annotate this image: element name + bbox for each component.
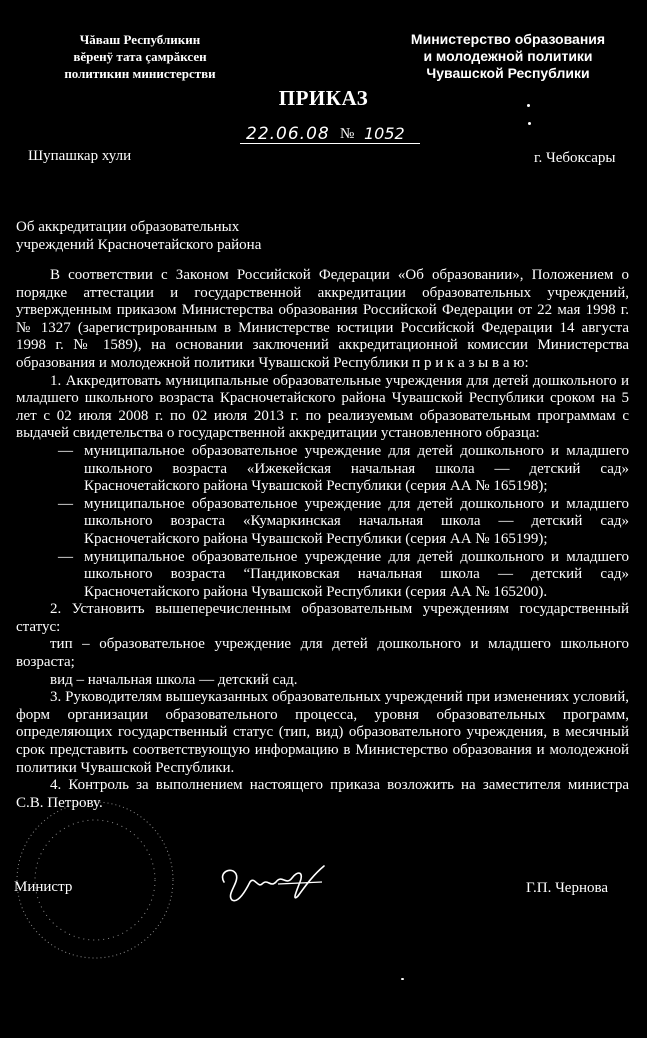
header-right-line: Чувашской Республики [426,65,590,81]
item-2-kind: вид – начальная школа — детский сад. [50,671,298,688]
item-2-type: тип – образовательное учреждение для детей дошкольного и младшего школьного возраста; [16,636,629,671]
header-left-line: политикин министерстви [64,66,216,81]
speck-mark [401,978,404,980]
item-1-paragraph: 1. Аккредитовать муниципальные образовательные учреждения для детей дошкольного и младшего школьного возраста Красночетайского района Чувашской Республики сроком на 5 лет с 02 июля 2008 г. по 02 июля 2013 г. по реализуемым образовательным программам с выдачей свидетельства о государственной аккредитации установленного образца: [16,372,629,442]
header-left-ministry-chuvash [40,31,240,82]
speck-mark [528,122,531,125]
school-list-item [16,443,629,496]
item-3-paragraph: 3. Руководителям вышеуказанных образовательных учреждений при изменениях условий, форм организации образовательного процесса, уровня образовательных программ, определяющих государственный статус (тип, вид) образовательного учреждения, в месячный срок представить соответствующую информацию в Министерство образования и молодежной политики Чувашской Республики. [16,689,629,776]
city-russian: г. Чебоксары [534,150,616,166]
preamble-paragraph: В соответствии с Законом Российской Федерации «Об образовании», Положением о порядке аттестации и государственной аккредитации образовательных учреждений, утвержденным приказом Министерства образования Российской Федерации от 22 мая 1998 г. № 1327 (зарегистрированным в Министерстве юстиции Российской Федерации 14 августа 1998 г. № 1589), на основании заключений аккредитационной комиссии Министерства образования и молодежной политики Чувашской Республики п р и к а з ы в а ю: [16,267,629,371]
school-entry: муниципальное образовательное учреждение для детей дошкольного и младшего школьного возраста “Пандиковская начальная школа — детский сад» Красночетайского района Чувашской Республики (серия АА № 165200). [84,548,629,600]
order-body [16,267,629,812]
dash-marker: — [58,548,73,565]
speck-mark [527,104,530,107]
order-number: 1052 [364,124,405,143]
document-title: ПРИКАЗ [278,86,369,110]
subject-line: Об аккредитации образовательных [16,219,240,235]
school-list-item [16,549,629,602]
date-underline [240,143,420,144]
header-right-ministry-russian [388,31,628,82]
item-2-paragraph: 2. Установить вышеперечисленным образовательным учреждениям государственный статус: [16,601,629,635]
dash-marker: — [58,495,73,512]
date-number-line [240,124,420,146]
handwritten-signature-icon [212,852,332,912]
city-chuvash: Шупашкар хули [28,148,132,164]
order-date: 22.06.08 [246,124,330,144]
header-right-line: и молодежной политики [423,48,593,64]
school-list-item [16,496,629,549]
number-label: № [340,126,355,142]
signer-name: Г.П. Чернова [526,880,609,896]
school-entry: муниципальное образовательное учреждение для детей дошкольного и младшего школьного возраста «Кумаркинская начальная школа — детский сад» Красночетайского района Чувашской Республики (серия АА № 165199); [84,495,629,547]
order-subject [16,218,316,254]
school-entry: муниципальное образовательное учреждение для детей дошкольного и младшего школьного возраста «Ижекейская начальная школа — детский сад» Красночетайского района Чувашской Республики (серия АА № 165198); [84,442,629,495]
dash-marker: — [58,442,73,459]
signer-title: Министр [14,879,73,895]
header-right-line: Министерство образования [410,31,606,47]
item-4-paragraph: 4. Контроль за выполнением настоящего приказа возложить на заместителя министра С.В. Петрову. [16,777,629,811]
header-left-line: вĕренÿ тата çамрăксен [73,49,207,64]
header-left-line: Чăваш Республикин [79,32,201,47]
subject-line: учреждений Красночетайского района [16,237,262,253]
